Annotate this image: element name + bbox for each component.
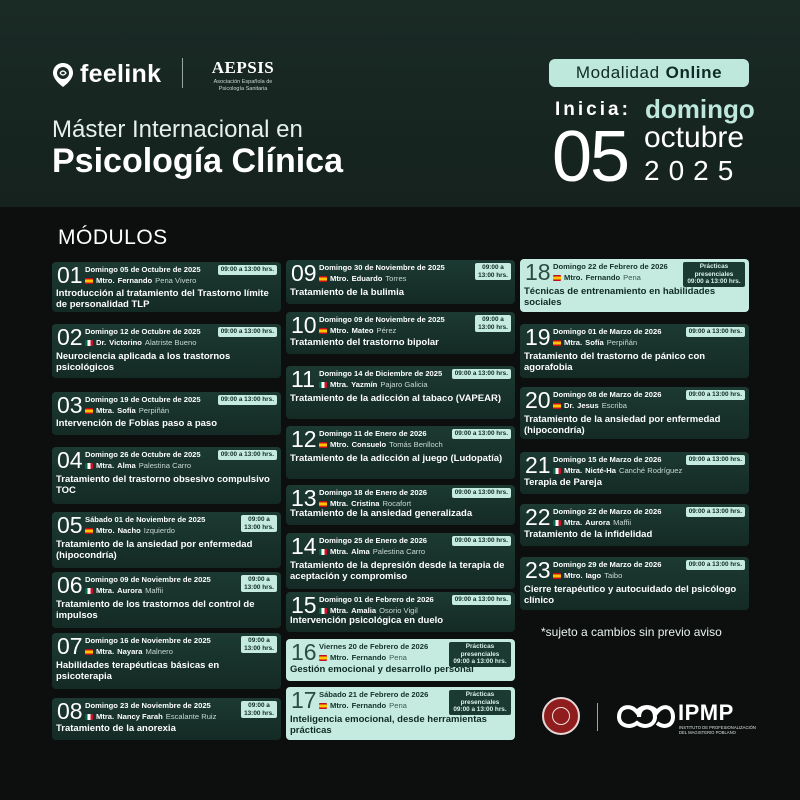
module-title: Gestión emocional y desarrollo personal (290, 664, 474, 675)
teacher-prefix: Mtra. (564, 338, 583, 347)
spain-flag-icon (553, 340, 561, 346)
program-title-line1: Máster Internacional en (52, 116, 303, 143)
ipmp-name: IPMP (678, 700, 734, 725)
teacher-last-name: Rocafort (382, 499, 412, 508)
module-number: 03 (57, 392, 83, 418)
teacher-prefix: Mtra. (96, 586, 115, 595)
module-card-10 (286, 312, 515, 354)
module-number: 07 (57, 633, 83, 659)
module-teacher (553, 571, 622, 580)
spain-flag-icon (319, 276, 327, 282)
teacher-first-name: Eduardo (351, 274, 383, 283)
teacher-prefix: Mtra. (330, 499, 349, 508)
module-card-03 (52, 392, 281, 435)
mexico-flag-icon (85, 340, 93, 346)
module-title: Tratamiento de la ansiedad generalizada (290, 508, 473, 519)
spain-flag-icon (319, 655, 327, 661)
module-card-13 (286, 485, 515, 525)
teacher-last-name: Escriba (601, 401, 628, 410)
module-card-07 (52, 633, 281, 689)
module-date: Domingo 09 de Noviembre de 2025 (85, 575, 211, 584)
module-time-badge: 09:00 a 13:00 hrs. (241, 701, 277, 718)
module-date: Domingo 05 de Octubre de 2025 (85, 265, 201, 274)
module-teacher (85, 338, 196, 347)
start-label: Inicia: (555, 99, 631, 120)
spain-flag-icon (85, 528, 93, 534)
module-teacher (85, 276, 196, 285)
teacher-prefix: Mtra. (96, 647, 115, 656)
module-title: Tratamiento del trastorno bipolar (290, 337, 439, 348)
mexico-flag-icon (85, 714, 93, 720)
module-time-badge: 09:00 a 13:00 hrs. (218, 450, 277, 460)
module-card-18 (520, 259, 749, 312)
module-card-12 (286, 426, 515, 479)
module-time-badge: 09:00 a 13:00 hrs. (218, 265, 277, 275)
teacher-last-name: Perpiñán (606, 338, 638, 347)
teacher-prefix: Mtra. (564, 518, 583, 527)
mexico-flag-icon (553, 468, 561, 474)
module-card-06 (52, 572, 281, 628)
module-number: 06 (57, 572, 83, 598)
module-number: 05 (57, 512, 83, 538)
module-card-04 (52, 447, 281, 504)
ipmp-subtitle: INSTITUTO DE PROFESIONALIZACIÓN DEL MAGISTERIO POBLANO (679, 725, 756, 735)
module-teacher (85, 461, 191, 470)
module-number: 20 (525, 387, 551, 413)
module-card-15 (286, 592, 515, 632)
module-number: 01 (57, 262, 83, 288)
teacher-prefix: Mtra. (96, 461, 115, 470)
module-number: 15 (291, 592, 317, 618)
modalidad-badge (549, 59, 749, 87)
module-number: 02 (57, 324, 83, 350)
module-title: Habilidades terapéuticas básicas en psicoterapia (56, 660, 220, 682)
module-teacher (553, 338, 637, 347)
module-title: Tratamiento de la bulimia (290, 287, 405, 298)
module-card-01 (52, 262, 281, 312)
module-card-08 (52, 698, 281, 740)
aepsis-name: AEPSIS (211, 58, 275, 77)
start-day-name: domingo (645, 94, 755, 124)
module-number: 10 (291, 312, 317, 338)
teacher-prefix: Mtro. (330, 274, 349, 283)
module-number: 14 (291, 533, 317, 559)
module-card-16 (286, 639, 515, 681)
header-band (0, 0, 800, 207)
module-title: Tratamiento de la adicción al tabaco (VAPEAR) (290, 393, 501, 404)
module-time-badge: 09:00 a 13:00 hrs. (686, 507, 745, 517)
module-number: 13 (291, 485, 317, 511)
teacher-first-name: Aurora (117, 586, 143, 595)
feelink-logo (52, 60, 161, 89)
mexico-flag-icon (553, 520, 561, 526)
location-pin-icon (52, 62, 74, 88)
spain-flag-icon (319, 703, 327, 709)
teacher-first-name: Nacho (117, 526, 141, 535)
module-card-22 (520, 504, 749, 546)
teacher-last-name: Palestina Carro (372, 547, 426, 556)
module-number: 19 (525, 324, 551, 350)
teacher-first-name: Alma (117, 461, 136, 470)
teacher-first-name: Sofía (585, 338, 604, 347)
module-time-badge: 09:00 a 13:00 hrs. (686, 560, 745, 570)
module-card-21 (520, 452, 749, 494)
module-time-badge: 09:00 a 13:00 hrs. (241, 636, 277, 653)
teacher-prefix: Mtro. (96, 276, 115, 285)
module-teacher (319, 380, 428, 389)
module-card-19 (520, 324, 749, 378)
module-title: Intervención psicológica en duelo (290, 615, 444, 626)
module-card-14 (286, 533, 515, 589)
mexico-flag-icon (85, 463, 93, 469)
teacher-prefix: Dr. (96, 338, 107, 347)
module-title: Tratamiento del trastorno de pánico con agorafobia (524, 351, 706, 373)
start-year: 2025 (644, 155, 743, 186)
module-time-badge: 09:00 a 13:00 hrs. (452, 429, 511, 439)
module-card-23 (520, 557, 749, 610)
teacher-prefix: Mtra. (564, 466, 583, 475)
teacher-prefix: Mtro. (96, 526, 115, 535)
module-date: Domingo 26 de Octubre de 2025 (85, 450, 201, 459)
teacher-prefix: Mtro. (330, 701, 349, 710)
module-number: 22 (525, 504, 551, 530)
teacher-last-name: Maffii (613, 518, 632, 527)
module-teacher (319, 440, 443, 449)
teacher-first-name: Fernando (351, 701, 387, 710)
teacher-first-name: Iago (585, 571, 602, 580)
teacher-last-name: Canché Rodríguez (618, 466, 683, 475)
teacher-first-name: Sofía (117, 406, 136, 415)
module-title: Neurociencia aplicada a los trastornos psicológicos (56, 351, 231, 373)
module-date: Domingo 25 de Enero de 2026 (319, 536, 428, 545)
module-time-badge: 09:00 a 13:00 hrs. (218, 395, 277, 405)
aepsis-subtitle: Asociación Española de Psicología Sanitaria (213, 79, 273, 92)
change-notice: *sujeto a cambios sin previo aviso (541, 625, 722, 639)
module-time-badge: Prácticas presenciales 09:00 a 13:00 hrs. (683, 262, 745, 287)
module-date: Domingo 14 de Diciembre de 2025 (319, 369, 443, 378)
teacher-last-name: Izquierdo (143, 526, 176, 535)
teacher-last-name: Taibo (604, 571, 623, 580)
spain-flag-icon (319, 328, 327, 334)
feelink-brand-text: feelink (80, 60, 162, 88)
teacher-prefix: Mtra. (330, 606, 349, 615)
module-time-badge: 09:00 a 13:00 hrs. (218, 327, 277, 337)
module-date: Domingo 09 de Noviembre de 2025 (319, 315, 445, 324)
module-teacher (319, 653, 407, 662)
module-date: Sábado 21 de Febrero de 2026 (319, 690, 429, 699)
module-title: Intervención de Fobias paso a paso (56, 418, 218, 429)
aepsis-logo (201, 58, 285, 92)
teacher-last-name: Torres (385, 274, 407, 283)
module-card-11 (286, 366, 515, 419)
spain-flag-icon (553, 275, 561, 281)
module-time-badge: 09:00 a 13:00 hrs. (241, 575, 277, 592)
teacher-prefix: Mtra. (330, 380, 349, 389)
teacher-last-name: Pérez (376, 326, 397, 335)
module-date: Domingo 16 de Noviembre de 2025 (85, 636, 211, 645)
module-teacher (85, 647, 173, 656)
module-date: Domingo 22 de Febrero de 2026 (553, 262, 668, 271)
ipmp-heart-icon (617, 701, 675, 731)
teacher-prefix: Mtra. (330, 547, 349, 556)
teacher-last-name: Perpiñán (138, 406, 170, 415)
mexico-flag-icon (319, 382, 327, 388)
module-number: 16 (291, 639, 317, 665)
module-title: Tratamiento de la ansiedad por enfermedad (hipocondría) (56, 539, 253, 561)
teacher-last-name: Maffii (145, 586, 164, 595)
teacher-first-name: Cristina (351, 499, 380, 508)
module-card-20 (520, 387, 749, 439)
module-time-badge: Prácticas presenciales 09:00 a 13:00 hrs. (449, 690, 511, 715)
module-number: 04 (57, 447, 83, 473)
module-title: Tratamiento de la infidelidad (524, 529, 653, 540)
module-number: 21 (525, 452, 551, 478)
teacher-last-name: Pena (623, 273, 641, 282)
module-date: Domingo 01 de Marzo de 2026 (553, 327, 662, 336)
teacher-prefix: Mtro. (330, 326, 349, 335)
module-title: Inteligencia emocional, desde herramientas prácticas (290, 714, 487, 736)
teacher-prefix: Mtra. (96, 406, 115, 415)
module-title: Tratamiento de la depresión desde la terapia de aceptación y compromiso (290, 560, 505, 582)
module-card-05 (52, 512, 281, 568)
modules-heading: MÓDULOS (58, 226, 168, 249)
teacher-first-name: Nayara (117, 647, 143, 656)
module-time-badge: 09:00 a 13:00 hrs. (452, 488, 511, 498)
teacher-last-name: Palestina Carro (138, 461, 192, 470)
module-time-badge: 09:00 a 13:00 hrs. (452, 369, 511, 379)
module-date: Domingo 30 de Noviembre de 2025 (319, 263, 445, 272)
teacher-prefix: Mtra. (96, 712, 115, 721)
teacher-prefix: Mtro. (330, 440, 349, 449)
teacher-last-name: Escalante Ruiz (165, 712, 217, 721)
spain-flag-icon (319, 501, 327, 507)
module-number: 12 (291, 426, 317, 452)
module-teacher (553, 401, 627, 410)
module-number: 18 (525, 259, 551, 285)
teacher-first-name: Fernando (351, 653, 387, 662)
teacher-last-name: Pena (389, 701, 407, 710)
modalidad-value: Online (665, 63, 723, 82)
module-time-badge: 09:00 a 13:00 hrs. (475, 263, 511, 280)
teacher-last-name: Osorio Vigil (379, 606, 418, 615)
module-date: Domingo 11 de Enero de 2026 (319, 429, 427, 438)
module-title: Tratamiento del trastorno obsesivo compulsivo TOC (56, 474, 270, 496)
spain-flag-icon (85, 408, 93, 414)
module-time-badge: 09:00 a 13:00 hrs. (686, 390, 745, 400)
teacher-last-name: Pajaro Galicia (380, 380, 428, 389)
module-number: 17 (291, 687, 317, 713)
module-number: 09 (291, 260, 317, 286)
module-title: Terapia de Pareja (524, 477, 602, 488)
teacher-first-name: Victorino (109, 338, 142, 347)
teacher-first-name: Mateo (351, 326, 374, 335)
teacher-last-name: Pena (389, 653, 407, 662)
module-card-09 (286, 260, 515, 304)
teacher-first-name: Amalia (351, 606, 377, 615)
module-teacher (319, 701, 407, 710)
module-title: Cierre terapéutico y autocuidado del psicólogo clínico (524, 584, 737, 606)
start-day-number: 05 (552, 117, 629, 197)
teacher-first-name: Fernando (117, 276, 153, 285)
spain-flag-icon (319, 442, 327, 448)
teacher-first-name: Jesus (577, 401, 599, 410)
start-month: octubre (644, 121, 745, 154)
teacher-first-name: Nancy Farah (117, 712, 163, 721)
module-date: Domingo 29 de Marzo de 2026 (553, 560, 662, 569)
module-date: Domingo 22 de Marzo de 2026 (553, 507, 662, 516)
module-title: Tratamiento de la ansiedad por enfermedad (hipocondría) (524, 414, 721, 436)
module-teacher (553, 273, 641, 282)
module-teacher (319, 547, 425, 556)
teacher-prefix: Mtro. (564, 273, 583, 282)
teacher-first-name: Consuelo (351, 440, 387, 449)
module-teacher (85, 406, 169, 415)
module-time-badge: 09:00 a 13:00 hrs. (241, 515, 277, 532)
module-title: Tratamiento de los trastornos del control de impulsos (56, 599, 255, 621)
module-time-badge: 09:00 a 13:00 hrs. (452, 595, 511, 605)
spain-flag-icon (85, 278, 93, 284)
module-time-badge: 09:00 a 13:00 hrs. (686, 327, 745, 337)
teacher-first-name: Yazmín (351, 380, 378, 389)
module-date: Sábado 01 de Noviembre de 2025 (85, 515, 206, 524)
module-teacher (319, 274, 406, 283)
module-number: 23 (525, 557, 551, 583)
footer-divider (597, 703, 598, 731)
module-date: Domingo 12 de Octubre de 2025 (85, 327, 201, 336)
module-teacher (553, 466, 682, 475)
mexico-flag-icon (85, 588, 93, 594)
teacher-last-name: Alatriste Bueno (144, 338, 197, 347)
module-teacher (319, 499, 411, 508)
module-date: Viernes 20 de Febrero de 2026 (319, 642, 429, 651)
module-date: Domingo 19 de Octubre de 2025 (85, 395, 201, 404)
module-number: 08 (57, 698, 83, 724)
module-teacher (85, 712, 216, 721)
module-date: Domingo 01 de Febrero de 2026 (319, 595, 434, 604)
module-title: Tratamiento de la anorexia (56, 723, 176, 734)
teacher-first-name: Nicté-Ha (585, 466, 616, 475)
spain-flag-icon (553, 403, 561, 409)
teacher-first-name: Aurora (585, 518, 611, 527)
module-teacher (553, 518, 631, 527)
module-teacher (319, 326, 396, 335)
mexico-flag-icon (319, 549, 327, 555)
module-time-badge: 09:00 a 13:00 hrs. (452, 536, 511, 546)
logo-divider (182, 58, 183, 88)
program-title-line2: Psicología Clínica (52, 142, 343, 180)
module-card-17 (286, 687, 515, 740)
teacher-first-name: Fernando (585, 273, 621, 282)
modalidad-label: Modalidad (575, 63, 660, 82)
module-date: Domingo 08 de Marzo de 2026 (553, 390, 662, 399)
module-card-02 (52, 324, 281, 378)
module-title: Técnicas de entrenamiento en habilidades sociales (524, 286, 716, 308)
teacher-last-name: Pena Vivero (155, 276, 197, 285)
module-time-badge: Prácticas presenciales 09:00 a 13:00 hrs. (449, 642, 511, 667)
module-date: Domingo 18 de Enero de 2026 (319, 488, 428, 497)
teacher-first-name: Alma (351, 547, 370, 556)
mexico-flag-icon (319, 608, 327, 614)
module-time-badge: 09:00 a 13:00 hrs. (475, 315, 511, 332)
teacher-last-name: Tomás Benlloch (389, 440, 443, 449)
module-teacher (85, 526, 175, 535)
module-date: Domingo 15 de Marzo de 2026 (553, 455, 662, 464)
module-title: Tratamiento de la adicción al juego (Ludopatía) (290, 453, 503, 464)
teacher-prefix: Mtro. (564, 571, 583, 580)
module-title: Introducción al tratamiento del Trastorno límite de personalidad TLP (56, 288, 269, 310)
module-number: 11 (291, 366, 315, 392)
spain-flag-icon (85, 649, 93, 655)
module-teacher (85, 586, 163, 595)
module-teacher (319, 606, 418, 615)
module-date: Domingo 23 de Noviembre de 2025 (85, 701, 211, 710)
teacher-last-name: Malnero (145, 647, 173, 656)
university-seal-icon (542, 697, 580, 735)
module-time-badge: 09:00 a 13:00 hrs. (686, 455, 745, 465)
teacher-prefix: Mtro. (330, 653, 349, 662)
teacher-prefix: Dr. (564, 401, 575, 410)
spain-flag-icon (553, 573, 561, 579)
